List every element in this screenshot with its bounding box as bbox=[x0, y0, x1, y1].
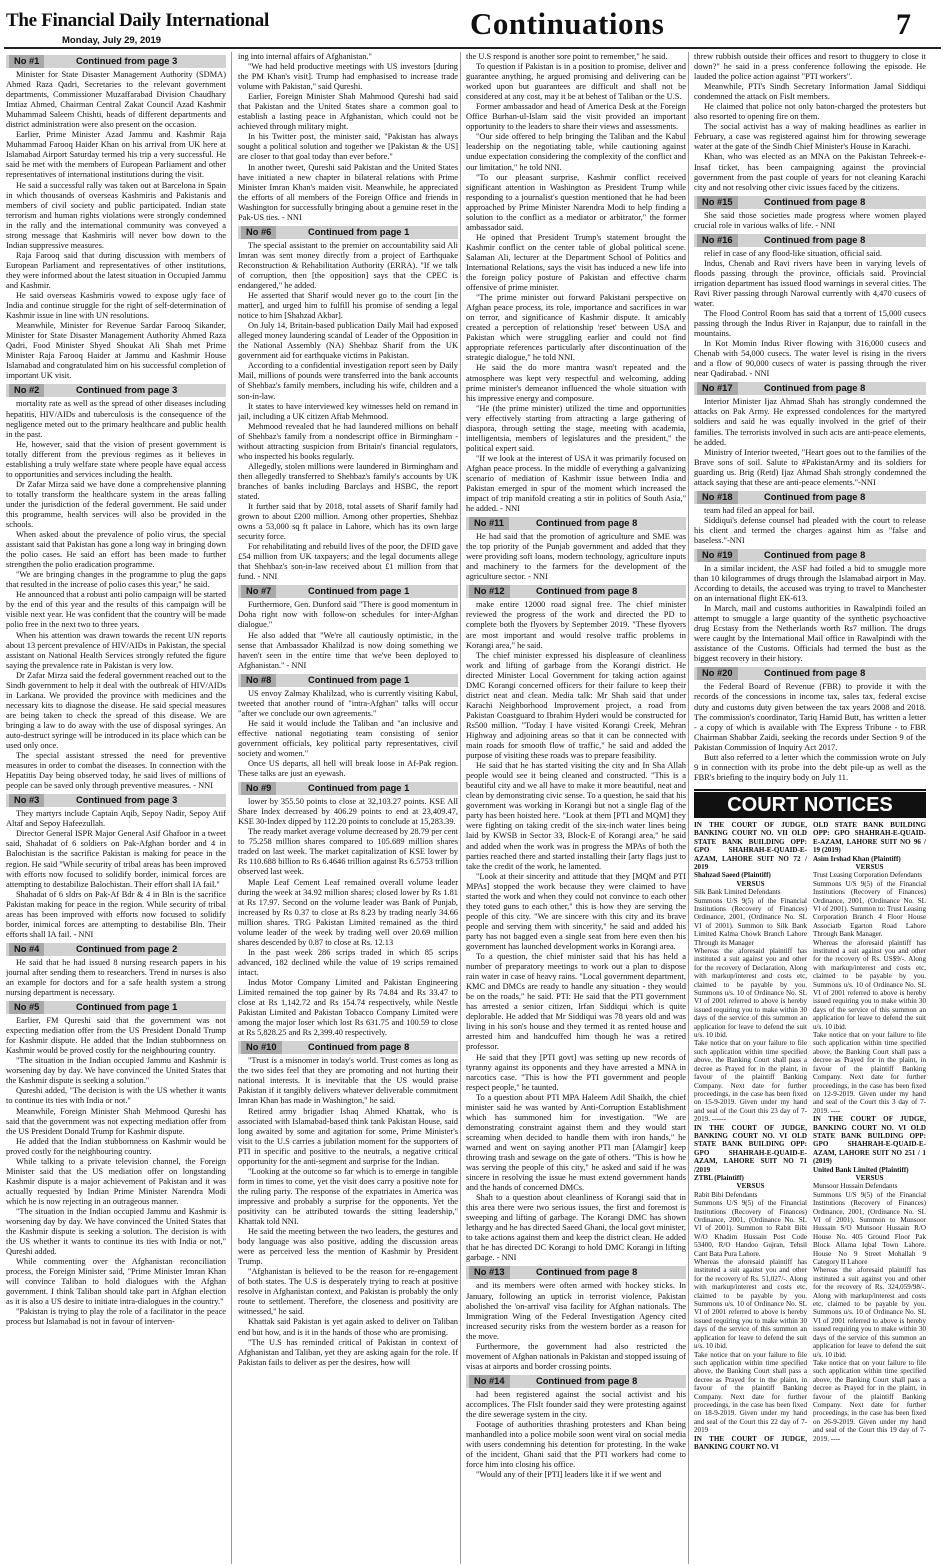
notice-text: United Bank Limited (Plaintiff) bbox=[813, 1165, 909, 1174]
court-notices-section bbox=[694, 789, 926, 1451]
article-paragraph: He added that the Indian stubbornness on Kashmir would be proved costly for the neighbouring country. bbox=[6, 1136, 226, 1156]
continuation-bar bbox=[6, 1001, 226, 1014]
article-paragraph: threw rubbish outside their offices and resort to thuggery to close it down?" he said in a press conference following the episode. He lauded the police action against "PTI workers". bbox=[694, 52, 926, 82]
article-paragraph: "Pakistan is trying to play the role of a facilitator in the peace process but Islamabad is not in favour of interven- bbox=[6, 1307, 226, 1327]
column-divider bbox=[231, 52, 232, 1564]
page-number: 7 bbox=[896, 8, 911, 41]
article-paragraph: and its members were often armed with hockey sticks. In January, following an uptick in terrorist violence, Pakistan abolished the 'on-arrival' visa facility for Afghan nationals. The Immigration Wing of the Federal Investigation Agency cited increased security risks from the western border as a reason for the move. bbox=[466, 1281, 686, 1341]
article-paragraph: While commenting over the Afghanistan reconciliation process, the Foreign Minister said, "Prime Minister Imran Khan will convince Taliban to hold dialogues with the Afghan government. I think Taliban should take part in Afghan election as it is also a US desire to initiate intra-dialogues in the country." bbox=[6, 1257, 226, 1307]
article-paragraph: He opined that President Trump's statement brought the Kashmir conflict on the center table of global political scene. Salaman Ali, lecturer at the Department School of Politics and International Relations, says the visit has induced a new life into the foreign policy posture of Pakistan and effective charm offensive of prime minister. bbox=[466, 232, 686, 293]
notice-text: Take notice that on your failure to file such application within time specified above, the Banking Court shall pass a decree as Prayed for in the plaint, in favour of the plaintiff Banking Company. Next date for further proceedings, in the case has been fixed on 26-9-2019. Given under my hand and seal of the Court this 19 day of 7-2019. ---- bbox=[813, 1358, 926, 1443]
article-paragraph: He said it would include the Taliban and "an inclusive and effective national negotiating team consisting of senior government officials, key political party representatives, civil society and women." bbox=[238, 718, 458, 758]
continuation-bar bbox=[466, 1375, 686, 1388]
notice-heading: IN THE COURT OF JUDGE, BANKING COURT NO. VII OLD STATE BANK BUILDING OPP: GPO SHAHRAH-E-QUAID-E-AZAM, LAHORE SUIT NO 72 / 2019 bbox=[694, 820, 807, 871]
continuation-bar bbox=[238, 674, 458, 687]
column-divider bbox=[460, 52, 461, 1564]
continued-label: Continued from page 8 bbox=[308, 1042, 410, 1053]
article-paragraph: Dr Zafar Mirza said we have done a comprehensive planning to totally transform the healthcare system in the areas falling under the jurisdiction of the federal government. He said under this programme, health services will also be provided in the schools. bbox=[6, 479, 226, 530]
continued-label: Continued from page 8 bbox=[536, 586, 638, 597]
story-number: No #7 bbox=[241, 585, 276, 598]
article-paragraph: "We had held productive meetings with US investors [during the PM Khan's visit]. Trump had emphasised to increase trade volume with Pakistan," said Qureshi. bbox=[238, 62, 458, 92]
story-number: No #2 bbox=[9, 384, 44, 397]
story-number: No #4 bbox=[9, 943, 44, 956]
article-paragraph: Raja Farooq said that during discussion with members of European Parliament and representatives of other institutions, they were informed about the latest situation in Occupied Jammu and Kashmir. bbox=[6, 250, 226, 290]
article-paragraph: lower by 355.50 points to close at 32,103.27 points. KSE All Share Index decreased by 406.29 points to end at 23,409.47, KSE 30-Index dipped by 112.20 points to conclude at 15,283.39. bbox=[238, 797, 458, 827]
court-notices-columns bbox=[694, 821, 926, 1451]
column-3 bbox=[466, 52, 686, 1564]
article-paragraph: She said those societies made progress where women played crucial role in various walks of life. - NNI bbox=[694, 210, 926, 230]
article-paragraph: "He (the prime minister) utilized the time and opportunities very effectively starting from attracting a large gathering of diaspora, through setting the stage, meeting with academia, intelligentsia, members of legislatures and the president," the political expert said. bbox=[466, 403, 686, 453]
continued-label: Continued from page 1 bbox=[308, 674, 410, 685]
article-paragraph: He had said that the promotion of agriculture and SME was the top priority of the Punjab government and added that they were providing soft loans, modern technology, agriculture inputs and machinery to the farmers for the development of the agriculture sector. - NNI bbox=[466, 532, 686, 582]
article-paragraph: the U.S respond is another sore point to remember," he said. bbox=[466, 52, 668, 61]
article-paragraph: To question if Pakistan is in a position to promise, deliver and guarantee anything, he argued promising and delivering can be worked upon but guarantees are difficult and shall not be considered at any cost, may it be at behest of Taliban or the U.S. bbox=[466, 62, 686, 102]
continuation-bar bbox=[466, 585, 686, 598]
column-2 bbox=[238, 52, 458, 1564]
continued-label: Continued from page 8 bbox=[536, 1375, 638, 1386]
notice-text: Shahzad Saeed (Plaintiff) bbox=[694, 871, 771, 880]
article-paragraph: make entire 12000 road signal free. The chief minister reviewed the progress of the work and directed the PD to complete both the flyovers by September 2019. "These flyovers are most important and would resolve traffic problems in Korangi area," he said. bbox=[466, 600, 686, 650]
article-paragraph: Once US departs, all hell will break loose in Af-Pak region. These talks are just an eyewash. bbox=[238, 759, 458, 779]
continuation-bar bbox=[694, 667, 926, 680]
article-paragraph: Shahadat of 6 sldrs on Pak-Af Bdr & 4 in Bln is the sacrifice Pakistan making for peace in the region. While security of tribal areas has been improved with efforts now focused to solidify border, inimical forces are attempting to destabilise Bln. Their efforts shall IA fail. - NNI bbox=[6, 889, 226, 939]
article-paragraph: "Would any of their [PTI] leaders like it if we went and bbox=[476, 1470, 662, 1480]
article-paragraph: "We are bringing changes in the programme to plug the gaps that resulted in the increase of polio cases this year," he said. bbox=[6, 570, 226, 590]
article-paragraph: It further said that by 2018, total assets of Sharif family had grown to about £200 million. Among other properties, Shehbaz owns a 53,000 sq ft palace in Lahore, which has its own large security force. bbox=[238, 502, 458, 542]
continued-label: Continued from page 8 bbox=[764, 234, 866, 245]
article-paragraph: He also added that "We're all cautiously optimistic, in the sense that Ambassador Khalilzad is now doing something we haven't seen in the entire time that we've been deployed to Afghanistan." - NNI bbox=[238, 630, 458, 670]
paper-name: The Financial Daily International bbox=[6, 10, 269, 31]
continuation-bar bbox=[6, 55, 226, 68]
continued-label: Continued from page 1 bbox=[308, 586, 410, 597]
article-paragraph: He said that they [PTI govt] was setting up new records of tyranny against its opponents and they have arrested a MNA in narcotics case. "This is how the PTI government and people respect people," he taunted. bbox=[466, 1052, 686, 1092]
article-paragraph: He asserted that Sharif would never go to the court [in the matter], and urged him to fulfill his promise of sending a legal notice to him [Shahzad Akbar]. bbox=[238, 291, 458, 321]
story-number: No #5 bbox=[9, 1001, 44, 1014]
notice-text: Take notice that on your failure to file such application within time specified above, the Banking Court shall pass a decree as Prayed for in the plaint, in favour of the plaintiff Banking Company. Next date for further proceedings, in the case has been fixed on 18-9-2019. Given under my hand and seal of the Court this 22 day of 7-2019 bbox=[694, 1350, 807, 1435]
notice-text: Whereas the aforesaid plaintiff has instituted a suit against you and other for the recovery of Rs. 51,027/-. Along with markup/interest and costs etc, claimed to be payable by you. Summons u/s. 10 of Ordinance No. SL VI of 2001 referred to above is hereby issued requiring you to make within 30 days of the service of this summon an application for leave to defend the suit u/s. 10 ibid. bbox=[694, 1258, 807, 1351]
notice-heading: IN THE COURT OF JUDGE, BANKING COURT NO. VI OLD STATE BANK BUILDING OPP: GPO SHAHRAH-E-QUAID-E-AZAM, LAHORE SUIT NO 71 /2019 bbox=[694, 1123, 807, 1174]
article-paragraph: In another tweet, Qureshi said Pakistan and the United States have initiated a new chapter in bilateral relations with Prime Minister Imran Khan's maiden visit. Meanwhile, he appreciated the efforts of all members of the Foreign Office and friends in Washington for successfully bringing about a genuine reset in the Pak-US ties. - NNI bbox=[238, 162, 458, 222]
notice-text: Summons U/S 9(5) of the Financial Institutions (Recovery of Finances) Ordinance, 2001, (Ordinance No. SL VI of 2001). Summon to Rabit Bibi W/O Khadim Hussain Post Code 53400, R/O Handoo Gujran, Tehsil Cant Bata Pura Lahore. bbox=[694, 1199, 807, 1258]
notice-text: Asim Irshad Khan (Plaintiff) bbox=[813, 854, 901, 863]
story-number: No #18 bbox=[697, 491, 738, 504]
article-paragraph: Footage of authorities thrashing protesters and Khan being manhandled into a police mobile soon went viral on social media with users condemning his detention for protesting. In the wake of the incident, Ghani said that the PTI workers had come to force him into closing his office. bbox=[466, 1420, 686, 1470]
article-paragraph: Indus, Chenab and Ravi rivers have been in varying levels of floods passing through the province, officials said. Provincial irrigation department has issued flood warnings in several cities. The Ravi River passing through Narowal currently with 4,470 cusecs of water. bbox=[694, 258, 926, 308]
continued-label: Continued from page 8 bbox=[764, 491, 866, 502]
article-paragraph: While talking to a private television channel, the Foreign Minister said that the US mediation offer on longstanding Kashmir dispute is a major achievement of Pakistan and it was actually requested by Indian Prime Minister Narendra Modi which he is now rejecting in an outrageous manner. bbox=[6, 1156, 226, 1206]
article-paragraph: mortality rate as well as the spread of other diseases including hepatitis, HIV/AIDs and tuberculosis is the consequence of the negligence meted out to the primary healthcare and public health in the past. bbox=[6, 399, 226, 439]
continuation-bar bbox=[238, 585, 458, 598]
notice-text: Rabit Bibi Defendants bbox=[694, 1190, 758, 1199]
continuation-bar bbox=[238, 782, 458, 795]
story-number: No #12 bbox=[469, 585, 510, 598]
article-paragraph: For rehabilitating and rebuild lives of the poor, the DFID gave £54 million from UK taxpayers; and the legal documents allege that Shehbaz's son-in-law received about £1 million from that fund. - NNI bbox=[238, 542, 458, 582]
notice-text: VERSUS bbox=[736, 879, 765, 888]
notice-text: Take notice that on your failure to file such application within time specified above, the Banking Court shall pass a decree as Prayed for in the plaint, in favour of the plaintiff Banking Company. Next date for further proceedings, in the case has been fixed on 12-9-2019. Given under my hand and seal of the Court this 3 day of 7-2019. ---- bbox=[813, 1031, 926, 1115]
article-paragraph: Earlier, Foreign Minister Shah Mahmood Qureshi had said that Pakistan and the United States share a common goal to establish a lasting peace in Afghanistan, which could not be achieved through military might. bbox=[238, 92, 458, 132]
court-notice-left bbox=[694, 821, 807, 1451]
column-4 bbox=[694, 52, 926, 1564]
notice-heading: OLD STATE BANK BUILDING OPP: GPO SHAHRAH-E-QUAID-E-AZAM, LAHORE SUIT NO 96 / 19 (2019) bbox=[813, 820, 926, 855]
notice-text: Take notice that on your failure to file such application within time specified above, the Banking Court shall pass a decree as Prayed for in the plaint, in favour of the plaintiff Banking Company. Next date for further proceedings, in the case has been fixed on 15-9-2019. Given under my hand and seal of the Court this 23 day of 7-2019. ------ bbox=[694, 1039, 807, 1124]
article-paragraph: He, however, said that the vision of present government is totally different from the previous regimes as it believes in establishing a truly welfare state where people have equal access to opportunities and services including the health. bbox=[6, 439, 226, 479]
continuation-bar bbox=[694, 491, 926, 504]
continuation-bar bbox=[6, 794, 226, 807]
article-paragraph: "If we look at the interest of USA it was primarily focused on Afghan peace process. In the middle of everything a galvanizing scenario of mediation of Kashmir issue between India and Pakistan emerged in spur of the moment which increased the impact of trip manifold creating a stir in politics of South Asia," he added. - NNI bbox=[466, 453, 686, 514]
continuation-bar bbox=[238, 1041, 458, 1054]
column-1 bbox=[6, 52, 226, 1564]
article-paragraph: Furthermore, Gen. Dunford said "There is good momentum in Doha right now with follow-on schedules for inter-Afghan dialogue." bbox=[238, 600, 458, 630]
masthead bbox=[0, 0, 945, 52]
article-paragraph: "The situation in the Indian occupied Jammu and Kashmir is worsening day by day. We have convinced the United States that the Kashmir dispute is seeking a solution." bbox=[6, 1056, 226, 1086]
court-notice-right bbox=[813, 821, 926, 1451]
article-paragraph: "To our pleasant surprise, Kashmir conflict received significant attention in Washington as President Trump while responding to a journalist's question mentioned that he had been approached by Prime Minister Narendra Modi to help finding a solution to the conflict as a mediator or arbitrator," the former ambassador said. bbox=[466, 172, 686, 232]
notice-text: VERSUS bbox=[855, 1173, 884, 1182]
article-paragraph: Earlier, Prime Minister Azad Jammu and Kashmir Raja Muhammad Farooq Haider Khan on his arrival from UK here at Islamabad Airport Saturday termed his trip a very successful. He said he met with the members of European Parliament and other representatives of international institutions during the visit. bbox=[6, 130, 226, 180]
continued-label: Continued from page 3 bbox=[76, 56, 178, 66]
article-paragraph: In his Twitter post, the minister said, "Pakistan has always sought a political solution and together we [Pakistan & the US] are closer to that goal today than ever before." bbox=[238, 132, 458, 162]
article-paragraph: Maple Leaf Cement Leaf remained overall volume leader during the week at 34.92 million shares; closed lower by Rs 1.81 at Rs 17.97. Second on the volume leader was Bank of Punjab, increased by Rs 0.37 to close at Rs 8.23 by trading nearly 34.66 million shares. TRG Pakistan Limited remained as the third volume leader of the week by trading well over 20.69 million shares descended by 0.87 to close at Rs. 12.13 bbox=[238, 877, 458, 947]
article-paragraph: On July 14, Britain-based publication Daily Mail had exposed alleged money laundering scandal of Leader of the Opposition in the National Assembly (NA) Shehbaz Sharif from the UK government aid for earthquake victims in Pakistan. bbox=[238, 321, 458, 361]
article-paragraph: Khan, who was elected as an MNA on the Pakistan Tehreek-e-Insaf ticket, has been campaigning against the provincial government from the past couple of years for not cleaning Karachi city and not resolving other civic issues faced by the citizens. bbox=[694, 152, 926, 192]
article-paragraph: Allegedly, stolen millions were laundered in Birmingham and then allegedly transferred to Shehbaz's family's accounts by UK branches of banks including Barclays and HSBC, the report stated. bbox=[238, 461, 458, 501]
article-paragraph: "Trust is a misnomer in today's world. Trust comes as long as the two sides feel that they are promoting and not hurting their national interests. It is inevitable that the US would praise Pakistan if it tangibly delivers whatever deliverable commitment Imran Khan has made in Washington," he said. bbox=[238, 1056, 458, 1106]
article-paragraph: He said a successful rally was taken out at Barcelona in Spain in which thousands of overseas Kashmiris and Pakistanis and members of civil society and public participated. Indian state terrorism and human rights violations were strongly condemned in the rally and the international community was conveyed a strong message that Kashmiris will never bow down to the Indian suppressive measures. bbox=[6, 180, 226, 250]
article-paragraph: "Afghanistan is believed to be the reason for re-engagement of both states. The U.S is desperately trying to reach at positive resolve in Afghanistan context, and Pakistan is probably the only route to settlement. Therefore, the closeness and positivity are witnessed," he said. bbox=[238, 1267, 458, 1317]
continued-label: Continued from page 3 bbox=[76, 385, 178, 396]
continued-label: Continued from page 2 bbox=[76, 943, 178, 954]
continued-label: Continued from page 8 bbox=[536, 1267, 638, 1278]
article-paragraph: Dr Zafar Mirza said the federal government reached out to the Sindh government to help it deal with the outbreak of HIV/AIDs in Larkana. We provided the province with medicines and the necessary kits to diagnose the disease. He said special measures are being taken to check the spread of this disease. We are bringing a law to do away with the use of disposal syringes. An auto-destruct syringe will be introduced in its place which can be used only once. bbox=[6, 670, 226, 751]
article-paragraph: "The situation in the Indian occupied Jammu and Kashmir is worsening day by day. We have convinced the United States that the Kashmir dispute is seeking a solution. The decision is with the US whether it wants to continue its ties with India or not," Qureshi added. bbox=[6, 1206, 226, 1257]
continuation-bar bbox=[694, 196, 926, 209]
article-paragraph: According to a confidential investigation report seen by Daily Mail, millions of pounds were transferred into the bank accounts of Shehbaz's family members, including his wife, children and a son-in-law. bbox=[238, 361, 458, 401]
story-number: No #13 bbox=[469, 1266, 510, 1279]
article-paragraph: "The U.S has reminded critical of Pakistan in context of Afghanistan and Taliban, yet they are asking again for the role. If Pakistan fails to deliver as per the desires, how will bbox=[238, 1337, 458, 1367]
continuation-bar bbox=[694, 549, 926, 562]
continuation-bar bbox=[238, 226, 458, 239]
story-number: No #6 bbox=[241, 226, 276, 239]
story-number: No #3 bbox=[9, 794, 44, 807]
continued-label: Continued from page 3 bbox=[76, 795, 178, 806]
story-number: No #9 bbox=[241, 782, 276, 795]
article-paragraph: relief in case of any flood-like situation, official said. bbox=[704, 248, 882, 258]
notice-text: Trust Leasing Corporation Defendants bbox=[813, 871, 923, 880]
article-paragraph: US envoy Zalmay Khalilzad, who is currently visiting Kabul, tweeted that another round of "intra-Afghan" talks will occur "after we conclude our own agreements." bbox=[238, 688, 458, 718]
article-paragraph: In Kot Momin Indus River flowing with 316,000 cusecs and Chenab with 54,000 cusecs. The water level is rising in the rivers and a flow of 90,000 cusecs of water is passing through the river near Qadirabad. - NNI bbox=[694, 339, 926, 379]
article-paragraph: In the past week 286 scrips traded in which 85 scrips advanced, 182 declined while the value of 19 scrips remained intact. bbox=[238, 947, 458, 977]
notice-text: VERSUS bbox=[855, 862, 884, 871]
issue-date: Monday, July 29, 2019 bbox=[62, 35, 162, 46]
court-notices-title: COURT NOTICES bbox=[694, 792, 926, 818]
story-number: No #16 bbox=[697, 234, 738, 247]
article-paragraph: To a question about PTI MPA Haleem Adil Shaikh, the chief minister said he was wanted by Anti-Corruption Establishment which has summoned him for investigation. "We are demonstrating constraint against them and they would start screaming when decided to handle them with iron hands," he warned and went on saying another PTI man [Alamgir] keep throwing trash and sewage on the gate of others. "This is how he was serving the people of this city," he asked and said if he was sincere in resolving the issue he must extend government hands and the hands of concerned DMCs. bbox=[466, 1092, 686, 1193]
article-paragraph: Shah to a question about cleanliness of Korangi said that in this area there were two serious issues, the first and foremost is sweeping and lifting of garbage. The Korangi DMC has shown lethargy and he has directed Saeed Ghani, the local govt minister, to take actions against them and keep the district clean. He added that he has directed DC Korangi to hold DMC Korangi in lifting garbage. - NNI bbox=[466, 1193, 686, 1263]
notice-text: Whereas the aforesaid plaintiff has instituted a suit against you and other for the recovery of Rs. US$9/-. Along with markup/interest and costs etc, claimed to be payable by you. Summons u/s. 10 of Ordinance No. SL VI of 2001 referred to above is hereby issued requiring you to make within 30 days of the service of this summon an application for leave to defend the suit u/s. 10 ibid. bbox=[813, 938, 926, 1031]
continuation-bar bbox=[6, 943, 226, 956]
notice-text: Summons U/S 9(5) of the Financial Institutions (Recovery of Finances) Ordinance, 2001, (Ordinance No. SL VI of 2001). Summon to: Trust Leasing Corporation Branch 4 Floor House Associatb Egarton Road Lahore Through Bank Manager. bbox=[813, 879, 926, 939]
article-paragraph: "Look at their sincerity and attitude that they [MQM and PTI MPAs] stopped the work because they were claimed to have started the work and when they could not convince to each other they toted guns to each other," this is how they are serving the people of this city. "We are sincere with this city and its brave people and serving them with sincerity," he said and added his party has not bagged even a single seat from here even then his government has launched development works in Korangi area. bbox=[466, 871, 686, 951]
story-number: No #15 bbox=[697, 196, 738, 209]
article-paragraph: had been registered against the social activist and his accomplices. The FIsIt founder said they were protesting against the dire sewerage system in the city. bbox=[466, 1389, 686, 1419]
article-paragraph: He said the meeting between the two leaders, the gestures and body language was also positive, adding the discussion areas were as perceived less the mention of Kashmir by President Trump. bbox=[238, 1227, 458, 1267]
article-paragraph: Minister for State Disaster Management Authority (SDMA) Ahmed Raza Qadri, Secretaries to the relevant government departments, Commissioner Muzaffarabad Division Chaudhary Imtiaz Ahmed, Chairman Central Zakat Council Azad Kashmir Muhammad Saleem Chishti, heads of different departments and district administration were also present on the occasion. bbox=[6, 70, 226, 130]
article-paragraph: Ministry of Interior tweeted, "Heart goes out to the families of the Brave sons of soil. Salute to #PakistanArmy and its soldiers for guarding us. Brig (Retd) Ijaz Ahmad Shah strongly condemned the attack saying that these are anti-peace elements."-NNI bbox=[694, 447, 926, 487]
article-paragraph: Qureshi added, "The decision is with the US whether it wants to continue its ties with India or not." bbox=[6, 1086, 226, 1106]
article-paragraph: Retired army brigadier Ishaq Ahmed Khattak, who is associated with Islamabad-based think tank Pakistan House, said long awaited by some and agitation for some, Prime Minister's visit to the U.S carries a jubilation moment for the supporters of PTI in specific and positive to the neutrals, a negative critical opportunity for the anti-segment and surprise for the Indian. bbox=[238, 1106, 458, 1166]
header-rule bbox=[4, 47, 941, 49]
article-paragraph: Former ambassador and head of America Desk at the Foreign Office Burhan-ul-Islam said the visit provided an important opportunity to the leaders to share their views and assessments. bbox=[466, 102, 686, 132]
article-paragraph: Furthermore, the government had also restricted the movement of Afghan nationals in Pakistan and stopped issuing of visas at airports and border crossing points. bbox=[466, 1341, 686, 1371]
article-paragraph: Interior Minister Ijaz Ahmad Shah has strongly condemned the attacks on Pak Army. He expressed condolences for the martyred soldiers and said he was equally involved in the grief of their families. The terrorists involved in such acts are anti-peace elements, he added. bbox=[694, 397, 926, 447]
article-paragraph: ing into internal affairs of Afghanistan." bbox=[238, 52, 372, 61]
article-paragraph: The Flood Control Room has said that a torrent of 15,000 cusecs passing through the Indus River in Rajanpur, due to rainfall in the mountains. bbox=[694, 309, 926, 339]
continuation-bar bbox=[466, 1266, 686, 1279]
continuation-bar bbox=[694, 234, 926, 247]
article-paragraph: The social activist has a way of making headlines as earlier in February, a case was registered against him for throwing sewerage water at the gate of the Sindh Chief Minister's House in Karachi. bbox=[694, 122, 926, 152]
article-paragraph: He said overseas Kashmiris vowed to expose ugly face of India and continue struggle for the right of self-determination of Kashmir issue in line with UN resolutions. bbox=[6, 291, 226, 321]
article-paragraph: He said the do more mantra wasn't repeated and the atmosphere was kept very respectful and welcoming, adding prime minister's demeanor influenced the whole situation with his impressive energy and composure. bbox=[466, 363, 686, 403]
article-paragraph: When asked about the prevalence of polio virus, the special assistant said that Pakistan has gone a long way in bringing down the polio cases. He said an effort has been made to further strengthen the polio eradication programme. bbox=[6, 530, 226, 570]
continued-label: Continued from page 1 bbox=[308, 783, 410, 794]
article-paragraph: Indus Motor Company Limited and Pakistan Engineering Limited remained the top gainer by Rs 74.84 and Rs 33.47 to close at Rs 1,142.72 and Rs 154.74 respectively, while Nestle Pakistan Limited and Pakistan Tobacco Company Limited were among the major loser which lost Rs 631.75 and 100.59 to close at Rs 5,828.25 and Rs 2,399.40 respectively. bbox=[238, 977, 458, 1038]
article-paragraph: Meanwhile, Minister for Revenue Sardar Farooq Sikander, Minister for State Disaster Management Authority Ahmed Raza Qadri, Food Minister Shyed Shoukat Ali Shah met Prime Minister Raja Farooq Haider at Jammu and Kashmir House Islamabad and congratulated him on his successful completion of important UK visit. bbox=[6, 321, 226, 381]
article-paragraph: It states to have interviewed key witnesses held on remand in jail, including a UK citizen Aftab Mehmood. bbox=[238, 401, 458, 421]
story-number: No #19 bbox=[697, 549, 738, 562]
notice-text: Silk Bank Limited Defendants bbox=[694, 888, 781, 897]
story-number: No #14 bbox=[469, 1375, 510, 1388]
continued-label: Continued from page 8 bbox=[764, 383, 866, 394]
section-title: Continuations bbox=[470, 6, 665, 41]
story-number: No #8 bbox=[241, 674, 276, 687]
continuation-bar bbox=[6, 384, 226, 397]
notice-text: Whereas the aforesaid plaintiff has instituted a suit against you and other for the recovery of Declaration, Along with markup/interest and costs etc, claimed to be payable by you. Summons u/s. 10 of Ordinance No. SL VI of 2001 referred to above is hereby issued requiring you to make within 30 days of the service of this summon an application for leave to defend the suit u/s. 10 ibid. bbox=[694, 947, 807, 1040]
article-paragraph: Director General ISPR Major General Asif Ghafoor in a tweet said, Shahadat of 6 soldiers on Pak-Afghan border and 4 in Balochistan is the sacrifice Pakistan is making for peace in the region. He said "While security of tribal areas has been improved with efforts now focused to solidify border, inimical forces are attempting to destabilize Balochistan. Their effort shall IA fail." bbox=[6, 829, 226, 889]
article-paragraph: The chief minister expressed his displeasure of cleanliness work and lifting of garbage from the Korangi district. He directed Minister Local Government for taking action against DMC Korangi concerned officers for their failure to keep their district neat and clean. Media talk: Mr Shah said that under Karachi Neighborhood Improvement project, a road from Pakistan Coastguard to Ibrahim Hyderi would be constructed for Rs500 million. "Today I have visited Korangi Creek, Mehran Highway and adjoining areas so that it can be connected with main roads for smooth flow of traffic," he said and added the purpose of visiting these roads was to prepare feasibility. bbox=[466, 650, 686, 761]
article-paragraph: the Federal Board of Revenue (FBR) to provide it with the records of the concessions in income tax, sales tax, federal excise duty and customs duty given between the tax years 2008 and 2018. The commission's coordinator, Tariq Hamid Butt, has written a letter - a copy of which is available with The Express Tribune - to FBR Chairman Shabbar Zaidi, seeking the records under Section 9 of the Pakistan Commission of Inquiry Act 2017. bbox=[694, 682, 926, 752]
story-number: No #1 bbox=[9, 55, 44, 68]
article-paragraph: He claimed that police not only baton-charged the protesters but also resorted to opening fire on them. bbox=[694, 102, 926, 122]
article-paragraph: The ready market average volume decreased by 28.79 per cent to 75.258 million shares compared to 105.689 million shares traded on last week. The market capitalization of KSE lower by Rs 110.688 billion to Rs 6.4646 trillion against Rs 6.5753 trillion observed last week. bbox=[238, 827, 458, 877]
notice-text: Summons U/S 9(5) of the Financial Institutions (Recovery of Finances) Ordinance, 2001, (Ordinance No. SL VI of 2001). Summon to Munsoor Hussain S/O Munsoor Hussain R/O House No. 405 Ground Floor Pak Block Allama Iqbal Town Lahore. House No 9 Street Mohallah 9 Category II Lahore bbox=[813, 1190, 926, 1267]
article-paragraph: He said that he had issued 8 nursing research papers in his journal after sending them to researchers. Trend in nurses is also an example for doctors and for a safe health system a strong nursing department is necessary. bbox=[6, 957, 226, 998]
story-number: No #20 bbox=[697, 667, 738, 680]
notice-text: Whereas the aforesaid plaintiff has instituted a suit against you and other for the recovery of Rs. 324,059/98/-. Along with markup/interest and costs etc, claimed to be payable by you. Summons u/s. 10 of Ordinance No. SL VI of 2001 referred to above is hereby issued requiring you to make within 30 days of the service of this summon an application for leave to defend the suit u/s. 10 ibid. bbox=[813, 1266, 926, 1359]
article-paragraph: In a similar incident, the ASF had foiled a bid to smuggle more than 10 kilogrammes of drugs through the Islamabad airport in May. According to details, the accused was trying to travel to Manchester on an international flight EK-613. bbox=[694, 563, 926, 604]
article-paragraph: He announced that a robust anti polio campaign will be started by the end of this year and the results of this campaign will be visible next year. He was confident that the country will be made polio free in the next two to three years. bbox=[6, 590, 226, 630]
article-paragraph: "Looking at the outcome so far which is to emerge in tangible form in times to come, yet the visit does carry a positive note for the ruling party. The response of the expatriates in America was impressive and probably a surprise for the opponents. Yet the positivity can be attributed towards the sitting leadership," Khattak told NNI. bbox=[238, 1166, 458, 1227]
notice-text: VERSUS bbox=[736, 1182, 765, 1191]
story-number: No #17 bbox=[697, 382, 738, 395]
continued-label: Continued from page 1 bbox=[76, 1002, 178, 1013]
article-paragraph: When his attention was drawn towards the recent UN reports about 13 percent prevalence of HIV/AIDs in Pakistan, the special assistant on National Health Services strongly refuted the figure saying the prevalence rate in Pakistan is very low. bbox=[6, 630, 226, 670]
continued-label: Continued from page 1 bbox=[308, 226, 410, 237]
article-paragraph: The special assistant to the premier on accountability said Ali Imran was sent money directly from a project of Earthquake Reconstruction & Rehabilitation Authority (ERRA). "If we talk of corruption, then [the opposition] says that the CPEC is endangered," he added. bbox=[238, 240, 458, 290]
continued-label: Continued from page 8 bbox=[536, 518, 638, 529]
continuation-bar bbox=[694, 382, 926, 395]
article-paragraph: Earlier, FM Qureshi said that the government was not expecting mediation offer from the US President Donald Trump for Kashmir dispute. He added that the Indian stubbornness on Kashmir would be proved costly for the neighbouring country. bbox=[6, 1016, 226, 1056]
article-paragraph: Mehmood revealed that he had laundered millions on behalf of Shehbaz's family from a nondescript office in Birmingham - without attracting suspicion from Britain's financial regulators, who inspected his books regularly. bbox=[238, 421, 458, 461]
article-paragraph: Meanwhile, Foreign Minister Shah Mehmood Qureshi has said that the government was not expecting mediation offer from the US President Donald Trump for Kashmir dispute. bbox=[6, 1106, 226, 1136]
article-paragraph: They martyrs include Captain Aqib, Sepoy Nadir, Sepoy Atif Altaf and Sepoy Hafeezullah. bbox=[6, 809, 226, 829]
notice-heading: IN THE COURT OF JUDGE, BANKING COURT NO. VI bbox=[694, 1434, 807, 1451]
story-number: No #10 bbox=[241, 1041, 282, 1054]
notice-text: ZTBL (Plaintiff) bbox=[694, 1173, 744, 1182]
article-paragraph: Khattak said Pakistan is yet again asked to deliver on Taliban end but how, and is it in the hands of those who are promising. bbox=[238, 1317, 458, 1337]
story-number: No #11 bbox=[469, 517, 509, 530]
article-paragraph: Siddiqui's defense counsel had pleaded with the court to release his client and termed the charges against him as "false and baseless."-NNI bbox=[694, 515, 926, 545]
notice-text: Munsoor Hussain Defendants bbox=[813, 1182, 898, 1191]
article-paragraph: team had filed an appeal for bail. bbox=[704, 505, 815, 515]
notice-heading: IN THE COURT OF JUDGE, BANKING COURT NO. VI OLD STATE BANK BUILDING OPP: GPO SHAHRAH-E-QUAID-E-AZAM, LAHORE SUIT NO 251 / 1 (2019) bbox=[813, 1115, 926, 1166]
article-paragraph: Meanwhile, PTI's Sindh Secretary Information Jamal Siddiqui condemned the attack on FisIt members. bbox=[694, 82, 926, 102]
article-paragraph: "The prime minister out forward Pakistani perspective on Afghan peace process, its role, importance and sacrifices in war on terror, and significance of Kashmir dispute. It amicably created a perception of relationship 'reset' between USA and Pakistan which were struggling earlier and could not find appropriate references particularly after discontinuation of the strategic dialogue," he told NNI. bbox=[466, 293, 686, 363]
article-paragraph: "Our side offered to help bringing the Taliban and the Kabul leadership on the negotiating table, while cautioning against undue expectation considering the complexity of the conflict and our limitation," he told NNI. bbox=[466, 132, 686, 172]
continued-label: Continued from page 8 bbox=[764, 549, 866, 560]
continued-label: Continued from page 8 bbox=[764, 196, 866, 207]
continued-label: Continued from page 8 bbox=[764, 668, 866, 679]
article-paragraph: He said that he has started visiting the city and In Sha Allah people would see it being cleaned and constructed. "This is a beautiful city and we all have to make it more beautiful, neat and clean by demonstrating civic sense. To a question, he said that his government was working in Korangi but not a single flag of the party has been hoisted here. "Look at them [PTI and MQM] they were fighting on taking credit of the six-inch water lines being laid by KWSB in Sector 33, Block-E of Korangi area," he said and added when the work was in progress the MPAs of both the parties reached there and started installing their [arty flags just to take the credit of the work, he lamented. bbox=[466, 761, 686, 871]
continuation-bar bbox=[466, 517, 686, 530]
notice-text: Summons U/S 9(5) of the Financial Institutions (Recovery of Finances) Ordinance, 2001, (Ordinance No. SL VI of 2001). Summon to Silk Bank Limited Kalma Chowk Branch Lahore Through its Manager bbox=[694, 896, 807, 947]
article-paragraph: Butt also referred to a letter which the commission wrote on July 9 in connection with its probe into the debt pile-up as well as the FBR's briefing to the inquiry body on July 11. bbox=[694, 752, 926, 782]
article-paragraph: To a question, the chief minister said that his has held a number of preparatory meetings to work out a plan to dispose rain water in case of heavy rains. "Local government department, KMC and DMCs are ready to handle any situation - they would be on the roads," he said. PTI: He said that the PTI government has arrested a senior citizen, Irfan Siddiqui which is quite deplorable. He added that Mr Siddiqui was 78 years old and was living in his son's house and they termed it as rented house and arrested him and handcuffed him though he was a retired professor. bbox=[466, 952, 686, 1052]
column-divider bbox=[688, 52, 689, 1564]
article-paragraph: The special assistant stressed the need for preventive measures in order to combat the diseases. In connection with the Hepatitis Day being observed today, he said lives of millions of people can be saved only through preventive measures. - NNI bbox=[6, 751, 226, 791]
article-paragraph: In March, mail and customs authorities in Rawalpindi foiled an attempt to smuggle a large quantity of the synthetic psychoactive drug Ecstasy from the Netherlands worth Rs7 million. The drugs were caught by the International Mail office in Rawalpindi with the assistance of the Customs. Officials had termed the bust as the biggest recovery in their history. bbox=[694, 604, 926, 664]
